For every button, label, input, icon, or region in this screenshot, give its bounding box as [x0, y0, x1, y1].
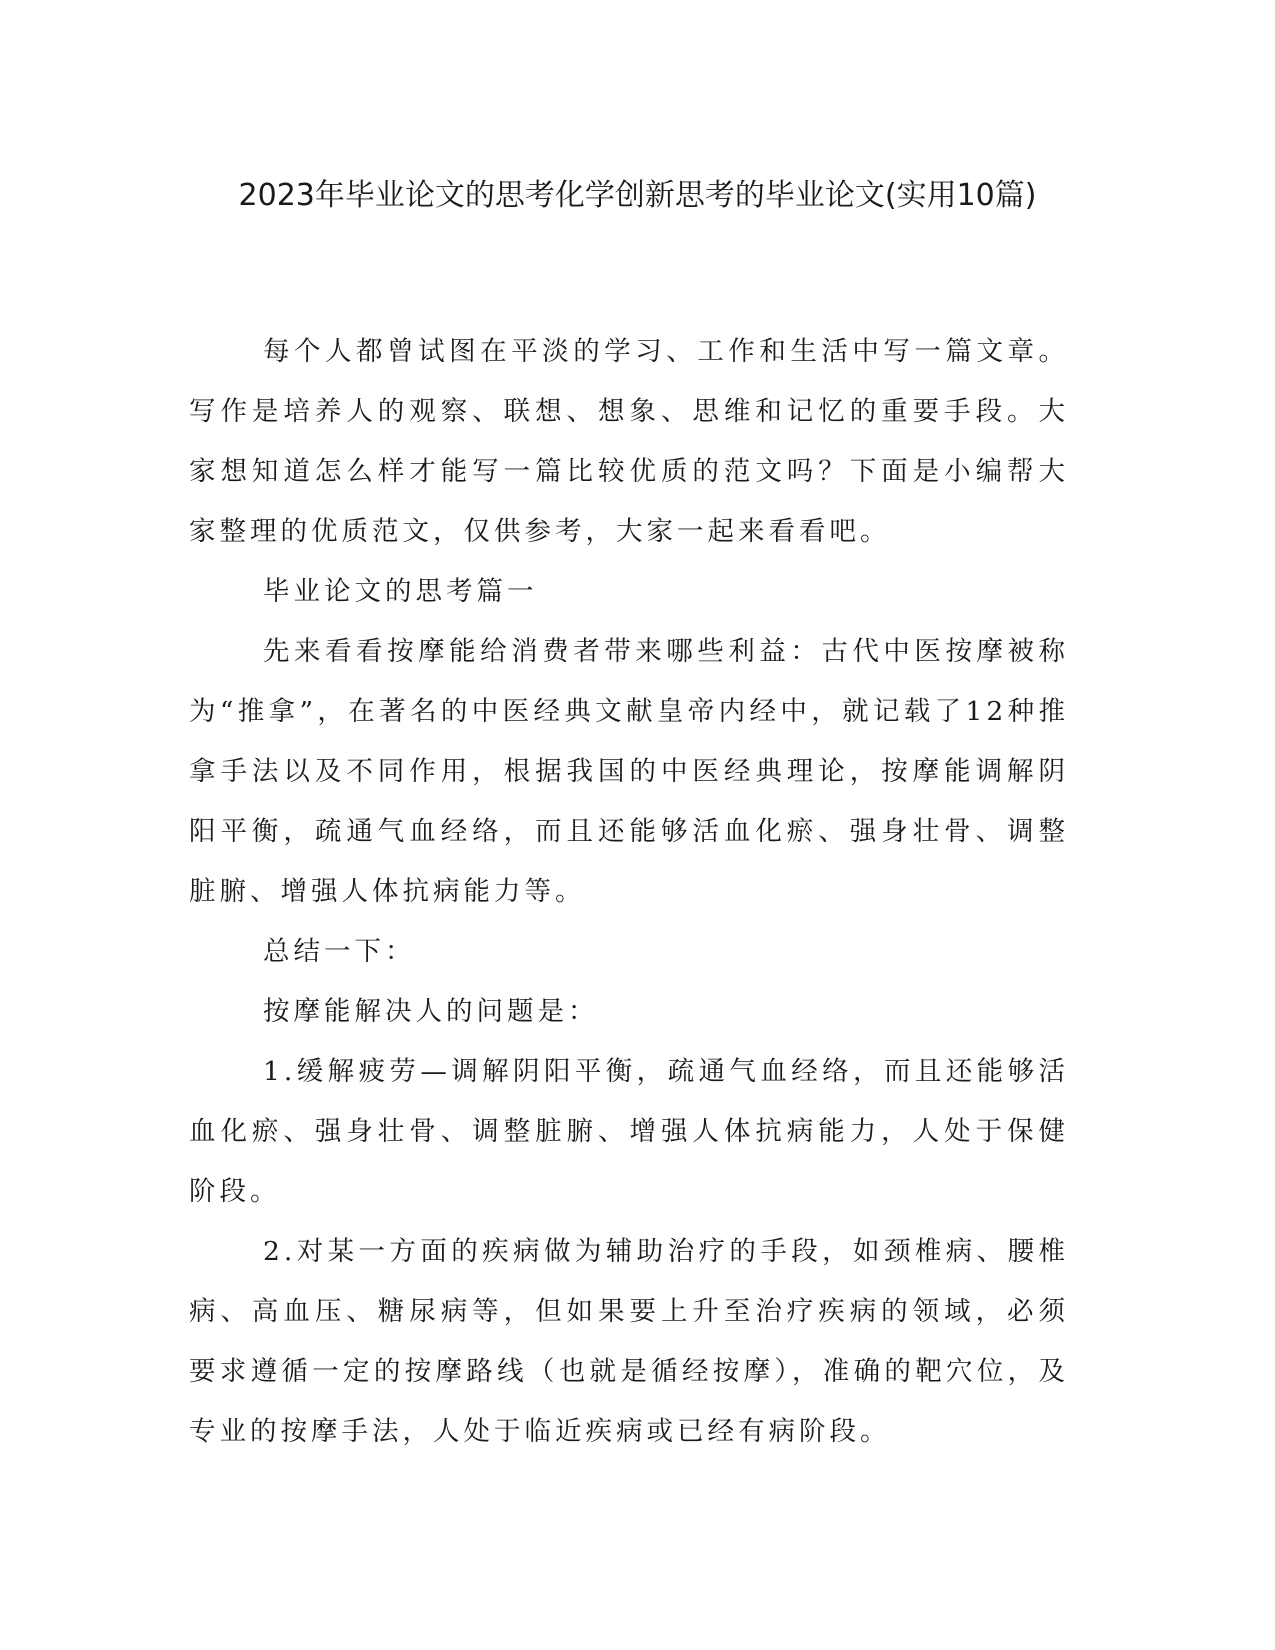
list-item-1: 1.缓解疲劳—调解阴阳平衡，疏通气血经络，而且还能够活血化瘀、强身壮骨、调整脏腑、增强人体抗病能力，人处于保健阶段。	[189, 1056, 1069, 1207]
intro-paragraph: 每个人都曾试图在平淡的学习、工作和生活中写一篇文章。写作是培养人的观察、联想、想象、思维和记忆的重要手段。大家想知道怎么样才能写一篇比较优质的范文吗？下面是小编帮大家整理的优质范文，仅供参考，大家一起来看看吧。	[189, 336, 1069, 547]
problem-label: 按摩能解决人的问题是：	[263, 996, 599, 1027]
section-heading: 毕业论文的思考篇一	[263, 576, 538, 607]
list-item-2: 2.对某一方面的疾病做为辅助治疗的手段，如颈椎病、腰椎病、高血压、糖尿病等，但如果要上升至治疗疾病的领域，必须要求遵循一定的按摩路线（也就是循经按摩），准确的靶穴位，及专业的按摩手法，人处于临近疾病或已经有病阶段。	[189, 1236, 1069, 1447]
document-body	[189, 322, 1069, 1462]
summary-label: 总结一下：	[263, 936, 416, 967]
document-title: 2023年毕业论文的思考化学创新思考的毕业论文(实用10篇)	[238, 178, 1037, 213]
body-paragraph: 先来看看按摩能给消费者带来哪些利益：古代中医按摩被称为“推拿”，在著名的中医经典文献皇帝内经中，就记载了12种推拿手法以及不同作用，根据我国的中医经典理论，按摩能调解阴阳平衡，疏通气血经络，而且还能够活血化瘀、强身壮骨、调整脏腑、增强人体抗病能力等。	[189, 636, 1069, 907]
